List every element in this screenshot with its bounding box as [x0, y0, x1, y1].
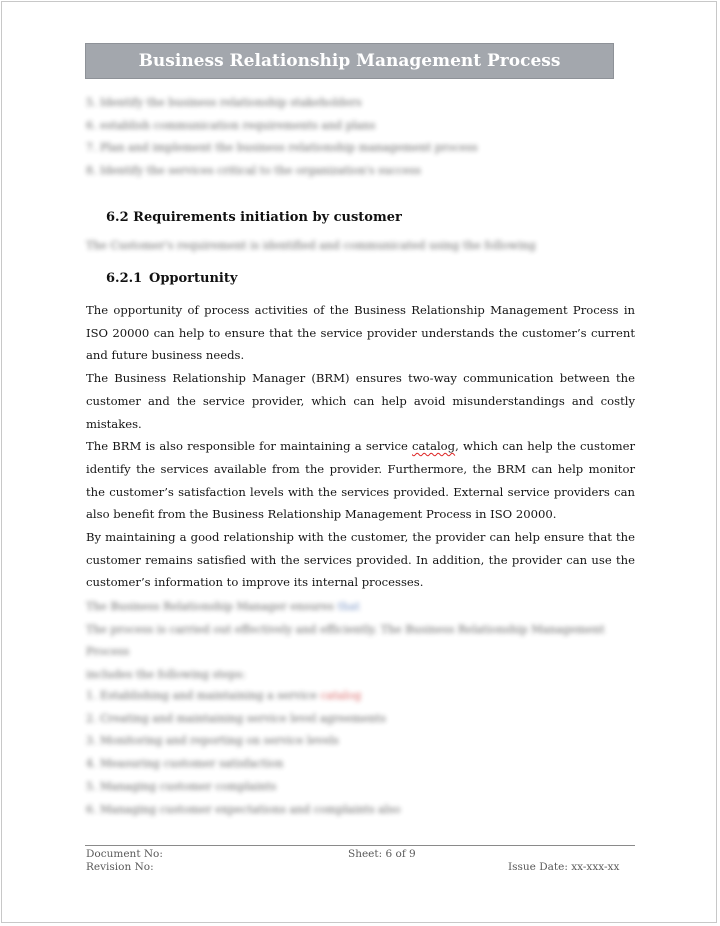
footer-sheet-number: Sheet: 6 of 9	[348, 848, 416, 860]
blurred-link-word: that	[337, 600, 360, 613]
list-item: 6. establish communication requirements and plans	[86, 118, 376, 132]
section-heading-6-2-1	[106, 271, 237, 286]
list-item: 4. Measuring customer satisfaction	[86, 757, 284, 771]
document-title-bar	[85, 43, 614, 79]
paragraph-text: The BRM is also responsible for maintaining a service	[86, 439, 412, 454]
section-heading-6-2	[106, 210, 402, 225]
opportunity-body	[86, 299, 635, 594]
list-item: 5. Identify the business relationship stakeholders	[86, 96, 362, 109]
paragraph	[86, 435, 635, 526]
blurred-top-list	[86, 92, 626, 182]
footer-divider	[85, 845, 635, 846]
footer-revision-no: Revision No:	[86, 861, 154, 873]
footer-issue-date: Issue Date: xx-xxx-xx	[508, 861, 620, 873]
section-title: Requirements initiation by customer	[133, 210, 402, 225]
blurred-text: The Business Relationship Manager ensures	[86, 600, 334, 613]
list-item	[86, 685, 486, 708]
blurred-steps-list	[86, 685, 486, 821]
paragraph: By maintaining a good relationship with the customer, the provider can help ensure that the customer remains satisfied with the services provided. In addition, the provider can use the customer’s information to improve its internal processes.	[86, 530, 635, 590]
section-number: 6.2	[106, 210, 129, 225]
document-title: Business Relationship Management Process	[138, 51, 561, 71]
list-item: 5. Managing customer complaints	[86, 779, 277, 793]
paragraph-text: , which can help the customer identify the services available from the provider. Furthermore, the BRM can help monitor the customer’s satisfaction levels with the services provided. External service providers can also benefit from the Business Relationship Management Process in ISO 20000.	[86, 439, 635, 522]
flagged-word: catalog	[320, 689, 362, 702]
list-item: 7. Plan and implement the business relationship management process	[86, 141, 478, 154]
list-item: 3. Monitoring and reporting on service levels	[86, 734, 339, 748]
footer-document-no: Document No:	[86, 848, 163, 860]
list-item: 6. Managing customer expectations and complaints also	[86, 802, 401, 816]
list-item-text: 1. Establishing and maintaining a service	[86, 689, 321, 702]
blurred-line: includes the following steps:	[86, 667, 246, 681]
list-item: 8. Identify the services critical to the organization's success	[86, 163, 421, 177]
paragraph: The opportunity of process activities of the Business Relationship Management Process in ISO 20000 can help to ensure that the service provider understands the customer’s current and future business needs.	[86, 303, 635, 363]
blurred-section-intro: The Customer's requirement is identified and communicated using the following	[86, 239, 536, 252]
section-number: 6.2.1	[106, 271, 143, 286]
paragraph: The Business Relationship Manager (BRM) ensures two-way communication between the customer and the service provider, which can help avoid misunderstandings and costly mistakes.	[86, 371, 635, 431]
blurred-line	[86, 596, 638, 619]
blurred-line: The process is carried out effectively and efficiently. The Business Relationship Management Process	[86, 622, 605, 658]
list-item: 2. Creating and maintaining service level agreements	[86, 711, 386, 725]
blurred-following-text	[86, 596, 638, 686]
spellcheck-flagged-word: catalog	[412, 439, 456, 454]
section-title: Opportunity	[149, 271, 238, 286]
